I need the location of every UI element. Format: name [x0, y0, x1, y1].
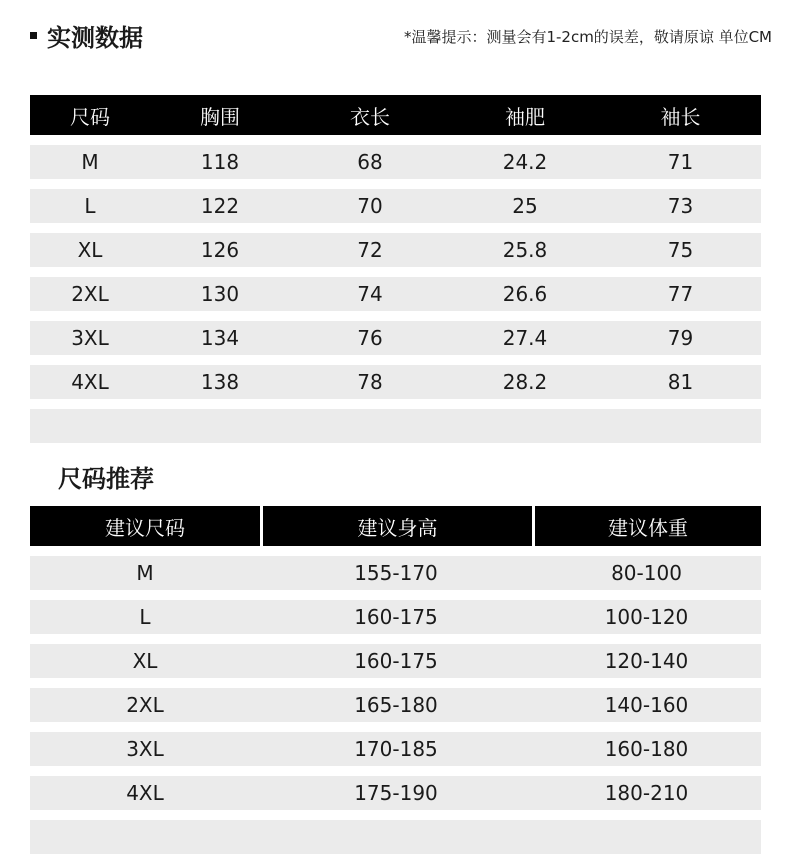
- cell-size: XL: [30, 233, 150, 267]
- cell-sleeve-width: 28.2: [450, 365, 600, 399]
- cell-chest: 138: [150, 365, 290, 399]
- cell-chest: 122: [150, 189, 290, 223]
- cell-size: 2XL: [30, 688, 260, 722]
- cell-empty: [532, 820, 761, 854]
- cell-empty: [290, 409, 450, 443]
- cell-length: 74: [290, 277, 450, 311]
- table-row: [30, 776, 761, 810]
- measurement-title-text: 实测数据: [47, 24, 143, 52]
- cell-sleeve-width: 27.4: [450, 321, 600, 355]
- recommendation-header-row: [30, 506, 761, 546]
- cell-empty: [600, 409, 761, 443]
- cell-sleeve-length: 71: [600, 145, 761, 179]
- header-chest: 胸围: [150, 95, 290, 135]
- cell-height: 165-180: [260, 688, 532, 722]
- table-row: [30, 321, 761, 355]
- table-row: [30, 233, 761, 267]
- header-sleeve-width: 袖肥: [450, 95, 600, 135]
- header-suggested-weight: 建议体重: [532, 506, 761, 546]
- measurement-section-title: [30, 18, 143, 53]
- cell-length: 68: [290, 145, 450, 179]
- cell-size: 3XL: [30, 321, 150, 355]
- header-suggested-height: 建议身高: [260, 506, 532, 546]
- measurement-notice: *温馨提示：测量会有1-2cm的误差，敬请原谅 单位CM: [403, 28, 772, 46]
- cell-height: 160-175: [260, 600, 532, 634]
- recommendation-section-title: 尺码推荐: [58, 465, 154, 493]
- cell-weight: 180-210: [532, 776, 761, 810]
- table-row-empty: [30, 820, 761, 854]
- cell-sleeve-width: 25: [450, 189, 600, 223]
- cell-sleeve-length: 79: [600, 321, 761, 355]
- cell-chest: 134: [150, 321, 290, 355]
- table-row: [30, 732, 761, 766]
- cell-chest: 130: [150, 277, 290, 311]
- table-row: [30, 189, 761, 223]
- cell-weight: 160-180: [532, 732, 761, 766]
- cell-size: XL: [30, 644, 260, 678]
- cell-sleeve-length: 73: [600, 189, 761, 223]
- cell-length: 70: [290, 189, 450, 223]
- cell-sleeve-width: 26.6: [450, 277, 600, 311]
- cell-height: 170-185: [260, 732, 532, 766]
- cell-size: L: [30, 189, 150, 223]
- table-row: [30, 365, 761, 399]
- square-bullet-icon: [30, 32, 37, 39]
- cell-weight: 80-100: [532, 556, 761, 590]
- cell-sleeve-length: 77: [600, 277, 761, 311]
- cell-size: 4XL: [30, 776, 260, 810]
- cell-weight: 140-160: [532, 688, 761, 722]
- header-suggested-size: 建议尺码: [30, 506, 260, 546]
- cell-size: 4XL: [30, 365, 150, 399]
- cell-weight: 120-140: [532, 644, 761, 678]
- cell-sleeve-width: 24.2: [450, 145, 600, 179]
- cell-weight: 100-120: [532, 600, 761, 634]
- cell-height: 155-170: [260, 556, 532, 590]
- cell-empty: [260, 820, 532, 854]
- table-row: [30, 145, 761, 179]
- table-row-empty: [30, 409, 761, 443]
- table-row: [30, 556, 761, 590]
- cell-length: 72: [290, 233, 450, 267]
- cell-sleeve-width: 25.8: [450, 233, 600, 267]
- cell-empty: [150, 409, 290, 443]
- header-length: 衣长: [290, 95, 450, 135]
- table-row: [30, 277, 761, 311]
- cell-size: M: [30, 145, 150, 179]
- cell-height: 175-190: [260, 776, 532, 810]
- table-row: [30, 688, 761, 722]
- measurement-header-row: [30, 95, 761, 135]
- recommendation-table: [30, 496, 761, 864]
- header-sleeve-length: 袖长: [600, 95, 761, 135]
- cell-empty: [30, 820, 260, 854]
- table-row: [30, 600, 761, 634]
- cell-empty: [30, 409, 150, 443]
- cell-chest: 118: [150, 145, 290, 179]
- cell-size: L: [30, 600, 260, 634]
- cell-sleeve-length: 75: [600, 233, 761, 267]
- cell-chest: 126: [150, 233, 290, 267]
- table-row: [30, 644, 761, 678]
- header-size: 尺码: [30, 95, 150, 135]
- cell-height: 160-175: [260, 644, 532, 678]
- cell-sleeve-length: 81: [600, 365, 761, 399]
- cell-length: 76: [290, 321, 450, 355]
- cell-size: M: [30, 556, 260, 590]
- cell-length: 78: [290, 365, 450, 399]
- cell-size: 3XL: [30, 732, 260, 766]
- cell-size: 2XL: [30, 277, 150, 311]
- measurement-table: [30, 85, 761, 453]
- cell-empty: [450, 409, 600, 443]
